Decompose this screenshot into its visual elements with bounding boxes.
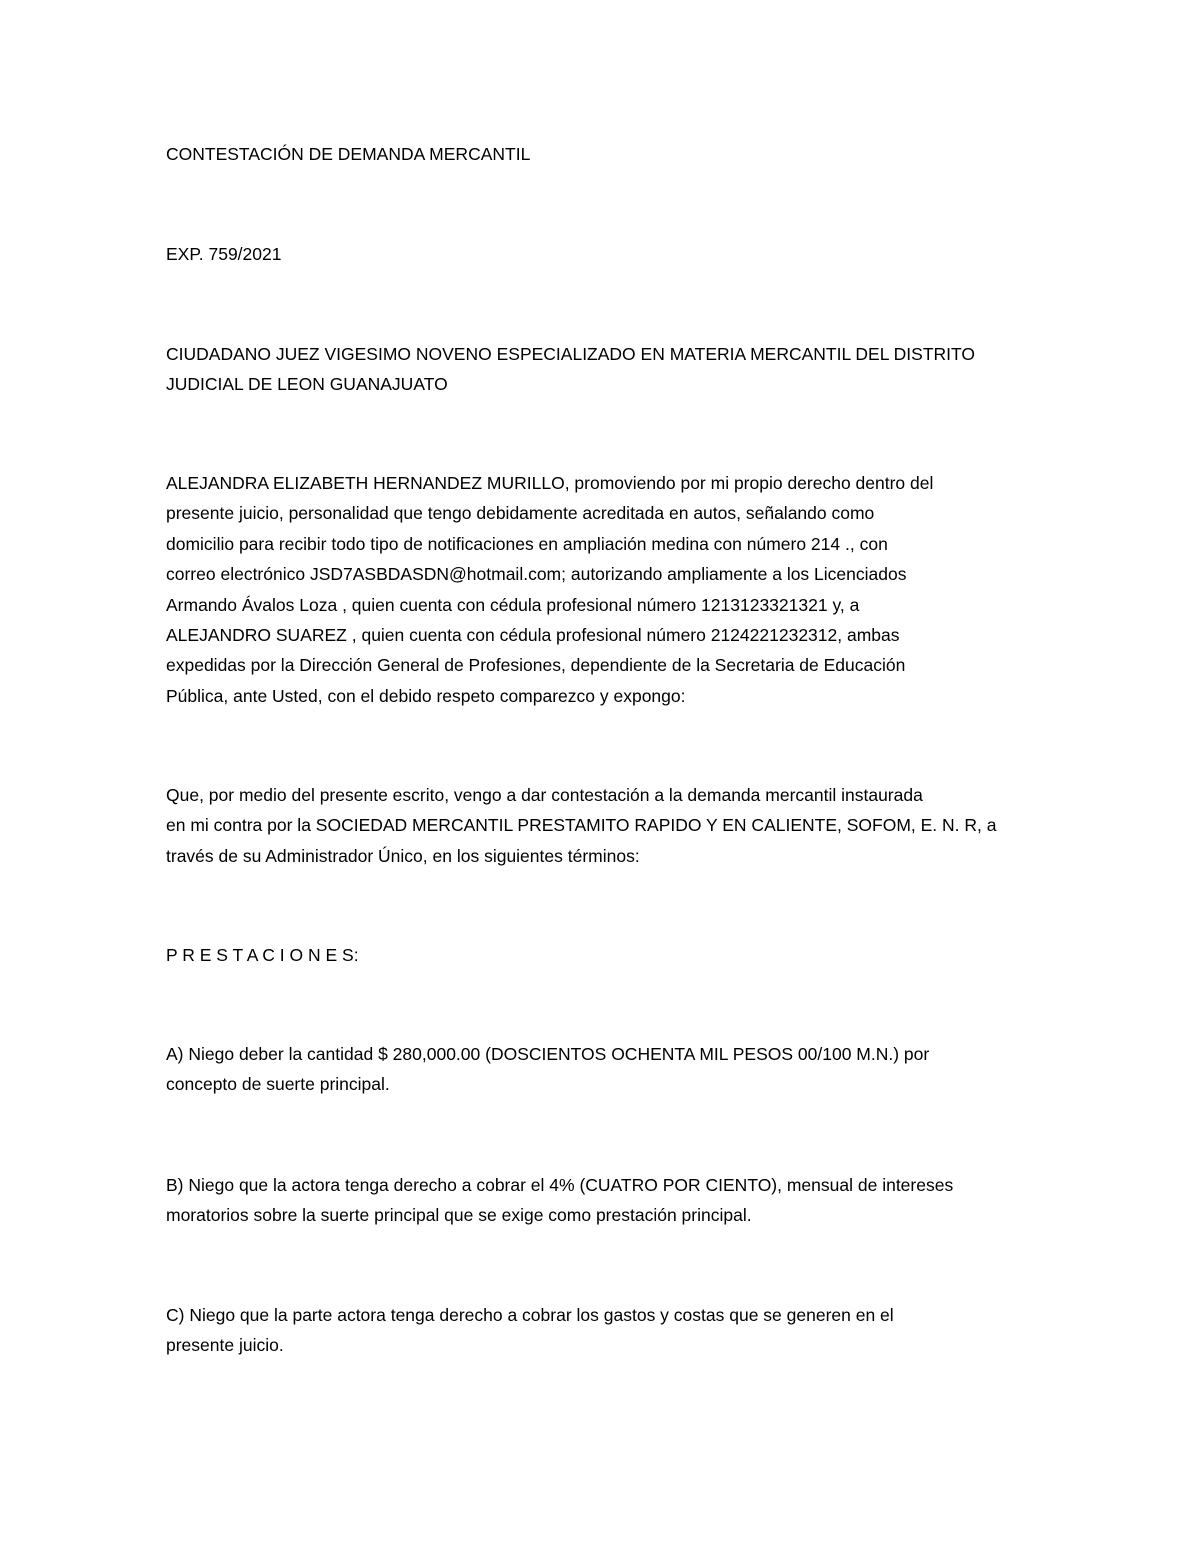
- case-number-line: EXP. 759/2021: [166, 244, 282, 264]
- item-b-line: moratorios sobre la suerte principal que se exige como prestación principal.: [166, 1205, 752, 1226]
- item-a-paragraph: [166, 1039, 1036, 1100]
- addressee-line: JUDICIAL DE LEON GUANAJUATO: [166, 374, 448, 395]
- intro-line: presente juicio, personalidad que tengo debidamente acreditada en autos, señalando como: [166, 503, 875, 524]
- case-number: [166, 239, 1036, 269]
- item-a-line: A) Niego deber la cantidad $ 280,000.00 (DOSCIENTOS OCHENTA MIL PESOS 00/100 M.N.) por: [166, 1044, 930, 1064]
- intro-line: Pública, ante Usted, con el debido respeto comparezco y expongo:: [166, 685, 686, 706]
- intro-paragraph: [166, 468, 1036, 711]
- statement-paragraph: [166, 780, 1036, 871]
- item-b-line: B) Niego que la actora tenga derecho a cobrar el 4% (CUATRO POR CIENTO), mensual de intereses: [166, 1175, 954, 1195]
- statement-line: en mi contra por la SOCIEDAD MERCANTIL PRESTAMITO RAPIDO Y EN CALIENTE, SOFOM, E. N. R, a: [166, 815, 997, 836]
- section-heading: [166, 940, 1036, 970]
- addressee-paragraph: [166, 339, 1036, 400]
- intro-line: ALEJANDRA ELIZABETH HERNANDEZ MURILLO, promoviendo por mi propio derecho dentro del: [166, 473, 934, 493]
- title-line: CONTESTACIÓN DE DEMANDA MERCANTIL: [166, 144, 531, 164]
- item-a-line: concepto de suerte principal.: [166, 1074, 390, 1095]
- addressee-line: CIUDADANO JUEZ VIGESIMO NOVENO ESPECIALIZADO EN MATERIA MERCANTIL DEL DISTRITO: [166, 344, 976, 364]
- item-c-line: C) Niego que la parte actora tenga derecho a cobrar los gastos y costas que se generen en el: [166, 1305, 894, 1325]
- intro-line: Armando Ávalos Loza , quien cuenta con cédula profesional número 1213123321321 y, a: [166, 594, 860, 615]
- item-c-line: presente juicio.: [166, 1335, 284, 1356]
- intro-line: domicilio para recibir todo tipo de notificaciones en ampliación medina con número 214 ., con: [166, 533, 888, 554]
- document-title: [166, 139, 1036, 169]
- item-c-paragraph: [166, 1300, 1036, 1361]
- intro-line: ALEJANDRO SUAREZ , quien cuenta con cédula profesional número 2124221232312, ambas: [166, 625, 900, 646]
- intro-line: correo electrónico JSD7ASBDASDN@hotmail.com; autorizando ampliamente a los Licenciados: [166, 564, 907, 585]
- item-b-paragraph: [166, 1170, 1036, 1231]
- intro-line: expedidas por la Dirección General de Profesiones, dependiente de la Secretaria de Educación: [166, 655, 906, 676]
- statement-line: Que, por medio del presente escrito, vengo a dar contestación a la demanda mercantil instaurada: [166, 785, 923, 805]
- statement-line: través de su Administrador Único, en los siguientes términos:: [166, 845, 640, 866]
- section-heading-line: P R E S T A C I O N E S:: [166, 945, 359, 965]
